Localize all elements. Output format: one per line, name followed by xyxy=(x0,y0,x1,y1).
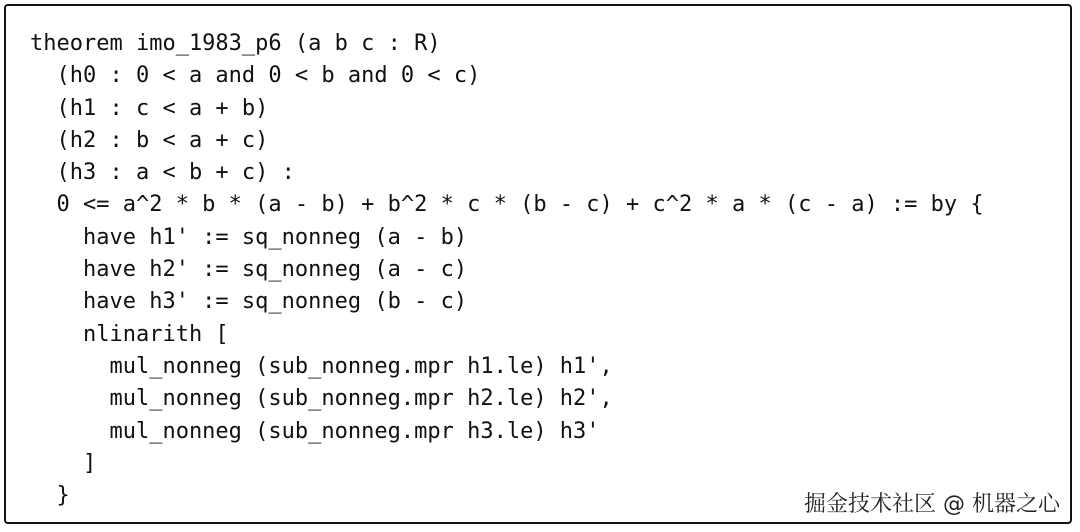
code-line: ] xyxy=(30,450,97,476)
code-line: 0 <= a^2 * b * (a - b) + b^2 * c * (b - c) + c^2 * a * (c - a) := by { xyxy=(30,192,984,218)
code-line: (h1 : c < a + b) xyxy=(30,95,269,121)
code-line: nlinarith [ xyxy=(30,321,229,347)
code-line: mul_nonneg (sub_nonneg.mpr h2.le) h2', xyxy=(30,386,613,412)
code-block xyxy=(30,28,984,512)
code-line: (h0 : 0 < a and 0 < b and 0 < c) xyxy=(30,63,481,89)
code-line: theorem imo_1983_p6 (a b c : R) xyxy=(30,31,441,56)
code-line: have h1' := sq_nonneg (a - b) xyxy=(30,224,468,250)
code-line: mul_nonneg (sub_nonneg.mpr h1.le) h1', xyxy=(30,353,613,379)
code-frame xyxy=(4,4,1072,524)
code-line: have h3' := sq_nonneg (b - c) xyxy=(30,289,468,315)
code-line: have h2' := sq_nonneg (a - c) xyxy=(30,257,468,283)
watermark: 掘金技术社区 @ 机器之心 xyxy=(804,492,1060,517)
code-line: (h3 : a < b + c) : xyxy=(30,160,295,186)
code-line: (h2 : b < a + c) xyxy=(30,127,269,153)
code-line: mul_nonneg (sub_nonneg.mpr h3.le) h3' xyxy=(30,418,600,444)
code-line: } xyxy=(30,483,70,509)
